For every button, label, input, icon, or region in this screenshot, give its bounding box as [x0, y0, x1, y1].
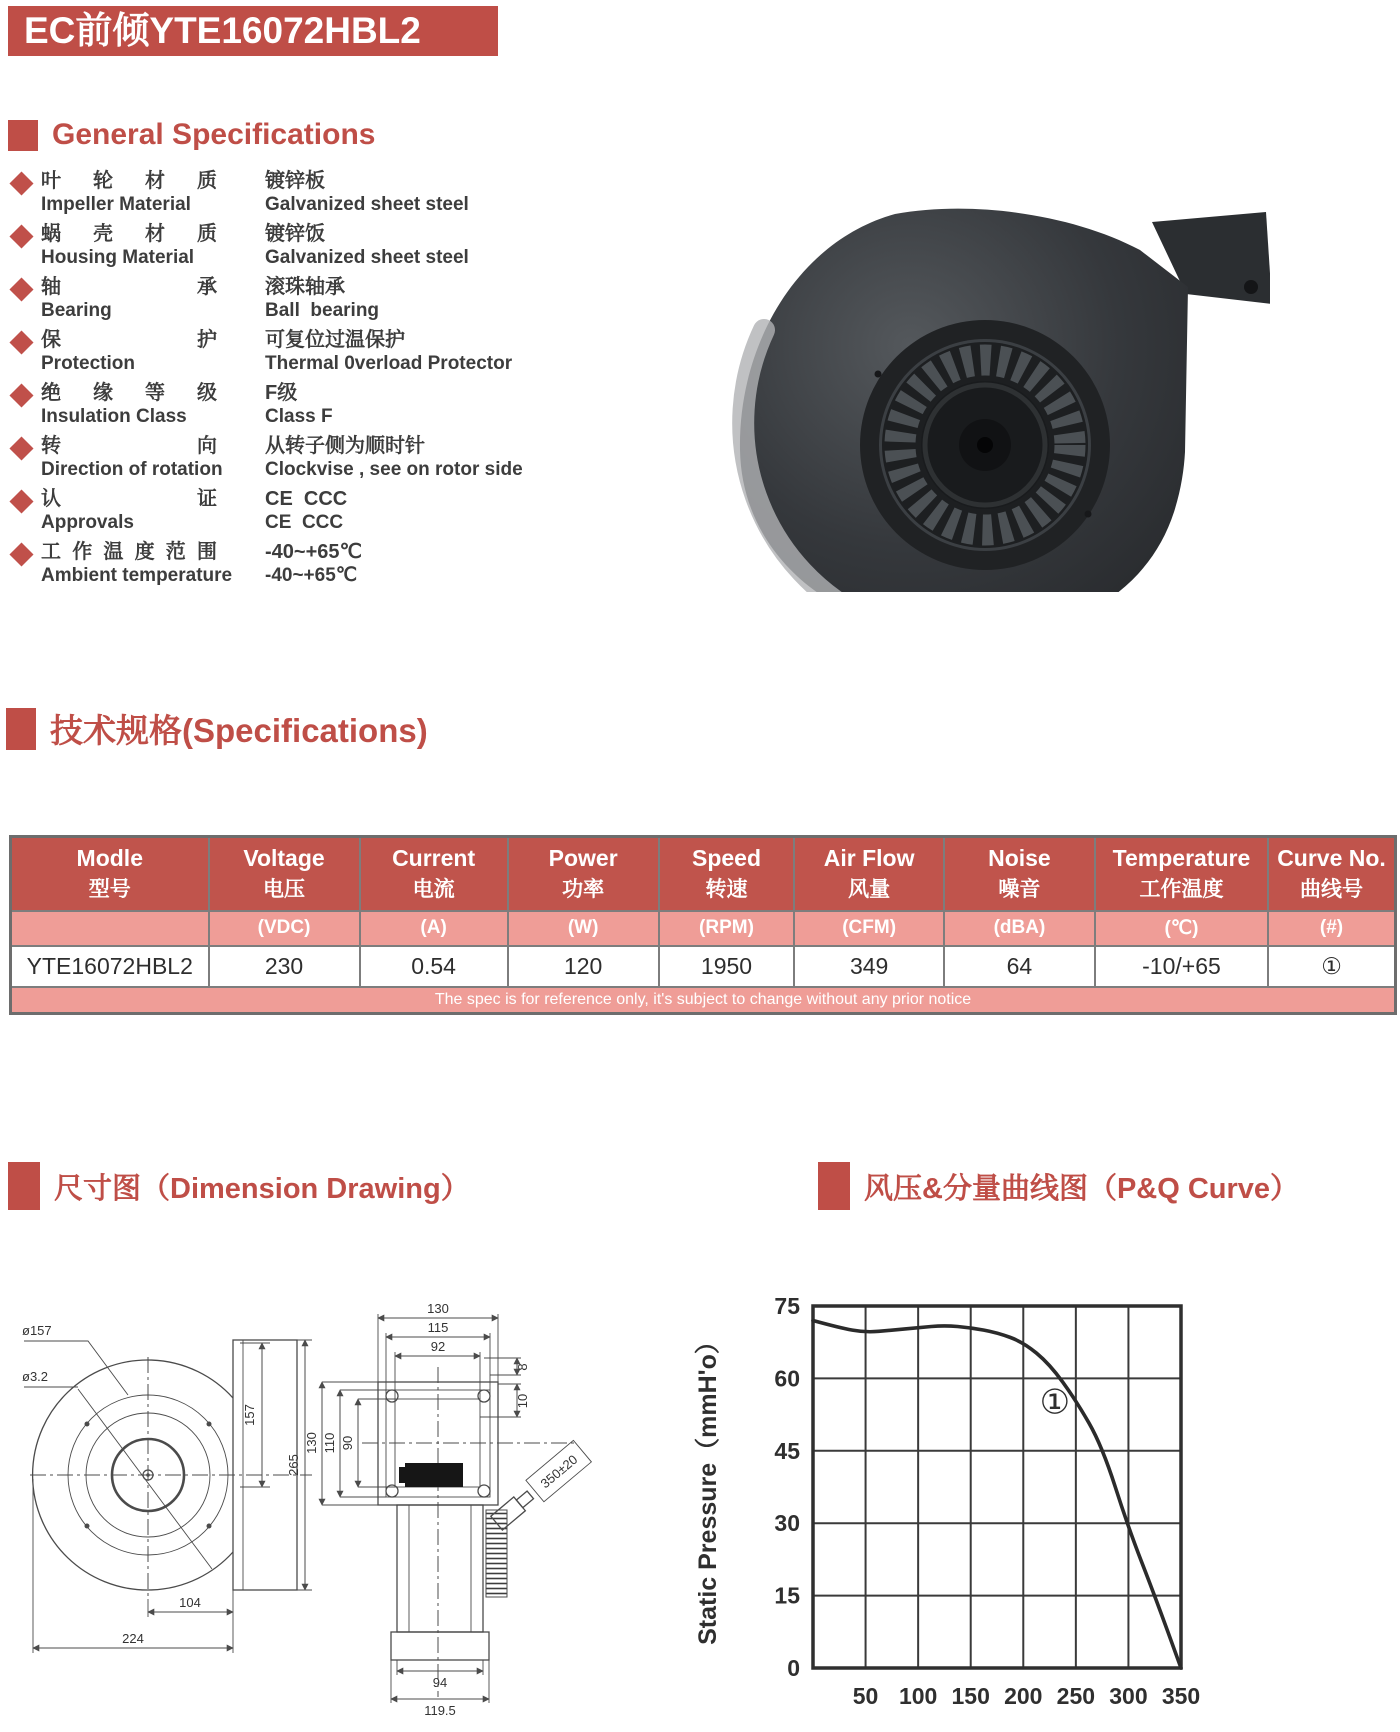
- data-cell-voltage: 230: [209, 946, 360, 987]
- table-units-row: [11, 911, 1396, 946]
- data-cell-current: 0.54: [360, 946, 508, 987]
- dim-label-cable: 350±20: [537, 1451, 581, 1492]
- spec-label-zh: 认 证: [41, 488, 217, 510]
- spec-value-zh: 镀锌板: [265, 170, 325, 192]
- specifications-heading: [6, 705, 428, 752]
- x-tick-label: 150: [951, 1683, 990, 1709]
- dim-label-w-half: 104: [179, 1595, 201, 1610]
- dot-leader: [221, 276, 257, 299]
- dim-label-w2: 115: [427, 1320, 449, 1335]
- spec-value-zh: 可复位过温保护: [265, 329, 405, 351]
- col-header-speed: Speed 转速: [659, 837, 795, 911]
- unit-cell-voltage: (VDC): [209, 911, 360, 946]
- dim-label-h3: 90: [340, 1435, 355, 1451]
- spec-label-en: Bearing: [41, 300, 112, 321]
- pq-chart: [688, 1228, 1398, 1728]
- diamond-bullet-icon: [9, 171, 33, 195]
- col-header-model: Modle 型号: [11, 837, 209, 911]
- dot-leader: [221, 435, 257, 458]
- y-tick-label: 15: [774, 1582, 800, 1609]
- spec-value-zh: 从转子侧为顺时针: [265, 435, 425, 457]
- spec-label-en: Direction of rotation: [41, 459, 223, 480]
- data-cell-speed: 1950: [659, 946, 795, 987]
- spec-value-zh: -40~+65℃: [265, 541, 362, 563]
- pq-curve-heading-label: 风压&分量曲线图（P&Q Curve）: [864, 1172, 1300, 1205]
- pq-curve-1: [813, 1320, 1181, 1668]
- dimension-drawing: [0, 1227, 660, 1732]
- y-tick-label: 45: [774, 1437, 800, 1464]
- dim-label-w1: 130: [427, 1301, 449, 1316]
- dot-leader: [221, 170, 257, 193]
- spec-item-insulation-class: [10, 382, 595, 428]
- data-cell-model: YTE16072HBL2: [11, 946, 209, 987]
- spec-label-en: Insulation Class: [41, 406, 187, 427]
- spec-label-zh: 转 向: [41, 435, 217, 457]
- spec-item-approvals: [10, 488, 595, 534]
- unit-cell-curve-no: (#): [1268, 911, 1395, 946]
- pq-curve-heading: [818, 1162, 1299, 1210]
- spec-label-zh: 工 作 温 度 范 围: [41, 541, 217, 563]
- dot-leader: [191, 405, 257, 428]
- spec-item-protection: [10, 329, 595, 375]
- dot-leader: [195, 193, 257, 216]
- col-header-airflow: Air Flow 风量: [794, 837, 944, 911]
- spec-item-impeller-material: [10, 170, 595, 216]
- unit-cell-power: (W): [508, 911, 659, 946]
- dot-leader: [221, 488, 257, 511]
- dim-label-w-total: 224: [122, 1631, 144, 1646]
- col-header-current: Current 电流: [360, 837, 508, 911]
- diamond-bullet-icon: [9, 436, 33, 460]
- dim-label-wb1: 94: [432, 1675, 448, 1690]
- col-header-voltage: Voltage 电压: [209, 837, 360, 911]
- dim-label-flange-h: 157: [242, 1404, 257, 1426]
- dot-leader: [221, 541, 257, 564]
- dimension-heading-label: 尺寸图（Dimension Drawing）: [54, 1172, 470, 1205]
- spec-table: [9, 835, 1397, 1015]
- y-tick-label: 60: [774, 1365, 800, 1392]
- x-tick-label: 50: [852, 1683, 879, 1709]
- unit-cell-noise: (dBA): [944, 911, 1095, 946]
- specifications-heading-label: 技术规格(Specifications): [50, 712, 428, 749]
- x-tick-label: 300: [1109, 1683, 1148, 1709]
- diamond-bullet-icon: [9, 330, 33, 354]
- spec-item-housing-material: [10, 223, 595, 269]
- diamond-bullet-icon: [9, 224, 33, 248]
- col-header-temperature: Temperature 工作温度: [1095, 837, 1268, 911]
- table-header-row: [11, 837, 1396, 911]
- unit-cell-current: (A): [360, 911, 508, 946]
- spec-label-en: Impeller Material: [41, 194, 191, 215]
- spec-value-en: Class F: [265, 406, 333, 427]
- dot-leader: [116, 299, 257, 322]
- page-title-banner: EC前倾YTE16072HBL2: [8, 6, 498, 56]
- dim-label-off1: 8: [515, 1363, 530, 1371]
- curve-number-annotation: ①: [1039, 1382, 1071, 1423]
- pq-plot-area: [774, 1293, 1200, 1709]
- spec-value-en: Clockvise , see on rotor side: [265, 459, 523, 480]
- col-header-power: Power 功率: [508, 837, 659, 911]
- spec-value-zh: 滚珠轴承: [265, 276, 345, 298]
- spec-item-rotation: [10, 435, 595, 481]
- diamond-bullet-icon: [9, 383, 33, 407]
- general-specs-list: [10, 170, 595, 594]
- unit-cell-speed: (RPM): [659, 911, 795, 946]
- table-data-row: [11, 946, 1396, 987]
- dim-label-dia-hole: ø3.2: [22, 1369, 49, 1384]
- dot-leader: [139, 352, 257, 375]
- spec-label-en: Housing Material: [41, 247, 195, 268]
- col-header-noise: Noise 噪音: [944, 837, 1095, 911]
- product-photo: [700, 192, 1270, 592]
- dot-leader: [138, 511, 257, 534]
- diamond-bullet-icon: [9, 277, 33, 301]
- spec-value-en: Galvanized sheet steel: [265, 247, 469, 268]
- x-tick-label: 200: [1004, 1683, 1043, 1709]
- spec-label-en: Approvals: [41, 512, 134, 533]
- red-square-icon: [8, 120, 38, 151]
- dot-leader: [198, 246, 257, 269]
- unit-cell-temperature: (℃): [1095, 911, 1268, 946]
- x-tick-label: 100: [898, 1683, 938, 1709]
- spec-value-en: -40~+65℃: [265, 565, 358, 586]
- fan-impeller: [860, 320, 1110, 570]
- diamond-bullet-icon: [9, 542, 33, 566]
- spec-value-en: CE CCC: [265, 512, 344, 533]
- spec-label-zh: 保 护: [41, 329, 217, 351]
- spec-value-zh: F级: [265, 382, 298, 404]
- data-cell-power: 120: [508, 946, 659, 987]
- y-tick-label: 30: [774, 1510, 800, 1537]
- spec-item-ambient-temperature: [10, 541, 595, 587]
- spec-value-en: Thermal 0verload Protector: [265, 353, 513, 374]
- y-axis-title: Static Pressure（mmH'o）: [694, 1329, 722, 1645]
- red-square-icon: [8, 1162, 40, 1210]
- spec-value-zh: 镀锌饭: [265, 223, 325, 245]
- unit-cell-model: [11, 911, 209, 946]
- y-tick-label: 75: [774, 1293, 800, 1319]
- dot-leader: [221, 223, 257, 246]
- x-tick-label: 350: [1161, 1683, 1201, 1709]
- dot-leader: [236, 564, 257, 587]
- dim-label-total-h: 265: [286, 1454, 301, 1476]
- dimension-heading: [8, 1162, 470, 1210]
- unit-cell-airflow: (CFM): [794, 911, 944, 946]
- dim-label-h1: 130: [304, 1432, 319, 1454]
- spec-label-en: Protection: [41, 353, 135, 374]
- y-tick-label: 0: [787, 1655, 800, 1681]
- front-view: [22, 1323, 312, 1653]
- dim-label-wb2: 119.5: [424, 1703, 456, 1718]
- spec-value-en: Ball bearing: [265, 300, 380, 321]
- x-tick-label: 250: [1056, 1683, 1096, 1709]
- dim-label-dia-outer: ø157: [22, 1323, 52, 1338]
- spec-value-zh: CE CCC: [265, 488, 348, 510]
- red-square-icon: [6, 708, 36, 750]
- data-cell-noise: 64: [944, 946, 1095, 987]
- data-cell-airflow: 349: [794, 946, 944, 987]
- side-view: [304, 1301, 591, 1718]
- dim-label-h2: 110: [322, 1432, 337, 1454]
- spec-label-zh: 绝 缘 等 级: [41, 382, 217, 404]
- dot-leader: [227, 458, 257, 481]
- data-cell-temperature: -10/+65: [1095, 946, 1268, 987]
- table-footnote: The spec is for reference only, it's subject to change without any prior notice: [11, 987, 1396, 1014]
- spec-label-en: Ambient temperature: [41, 565, 233, 586]
- dot-leader: [221, 382, 257, 405]
- dim-label-off2: 10: [515, 1393, 530, 1409]
- general-specs-heading-label: General Specifications: [52, 118, 376, 151]
- diamond-bullet-icon: [9, 489, 33, 513]
- spec-label-zh: 蜗 壳 材 质: [41, 223, 217, 245]
- dot-leader: [221, 329, 257, 352]
- spec-label-zh: 叶 轮 材 质: [41, 170, 217, 192]
- spec-label-zh: 轴 承: [41, 276, 217, 298]
- spec-value-en: Galvanized sheet steel: [265, 194, 469, 215]
- red-square-icon: [818, 1162, 850, 1210]
- spec-item-bearing: [10, 276, 595, 322]
- dim-label-w3: 92: [430, 1339, 446, 1354]
- general-specs-heading: [8, 118, 375, 152]
- data-cell-curve-no: ①: [1268, 946, 1395, 987]
- table-footnote-row: [11, 987, 1396, 1014]
- col-header-curve-no: Curve No. 曲线号: [1268, 837, 1395, 911]
